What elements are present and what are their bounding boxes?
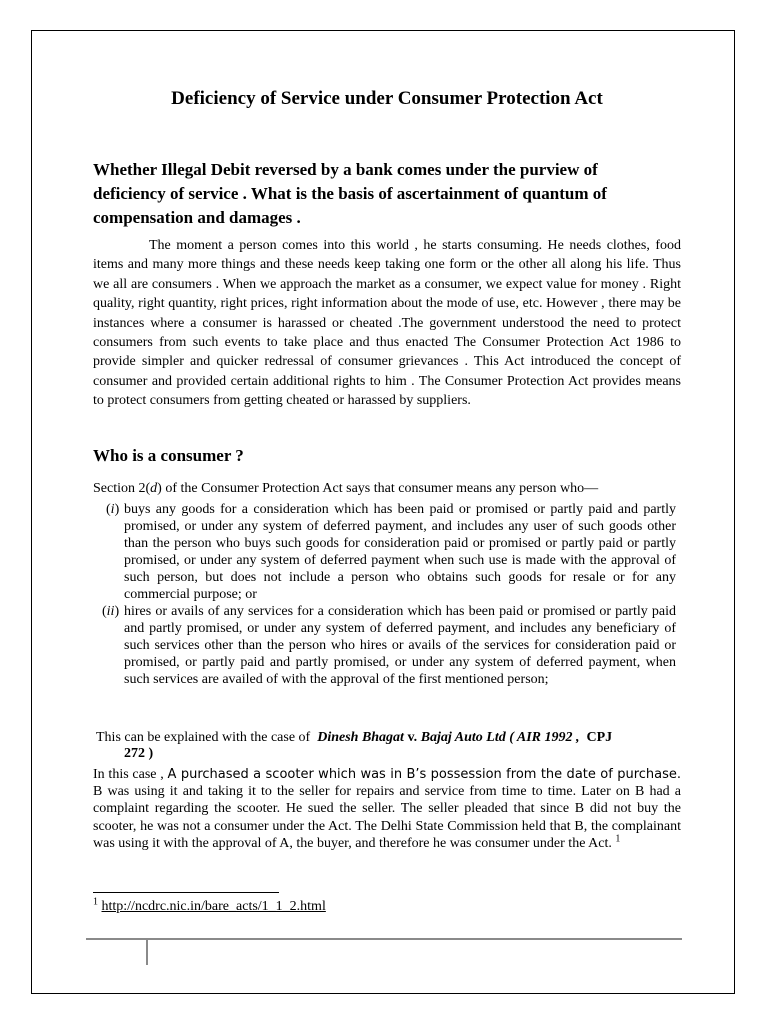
case-body [93,766,681,852]
case-number: 272 ) [124,746,154,761]
case-intro-text: This can be explained with the case of [96,730,311,745]
footnote-reference[interactable]: 1 [615,833,621,845]
section-intro-before: Section 2( [93,481,151,496]
consumer-subheading: Who is a consumer ? [93,446,244,465]
definition-text-ii: hires or avails of any services for a consideration which has been paid or promised or partly paid and partly promised, or under any system of deferred payment, and includes any beneficiary of such services other than the person who hires or avails of the services for consideration paid or promised, or partly paid and partly promised, or under any system of deferred payment, when such services are availed of with the approval of the first mentioned person; [124,604,676,688]
definition-marker-ii: (ii) [102,604,120,619]
case-versus: v. [407,730,418,745]
case-cpj: CPJ [586,730,613,745]
document-title: Deficiency of Service under Consumer Protection Act [171,88,603,109]
case-party-2: Bajaj Auto Ltd ( AIR 1992 , [420,730,580,745]
footnote-link[interactable]: http://ncdrc.nic.in/bare_acts/1_1_2.html [101,899,326,914]
question-heading: Whether Illegal Debit reversed by a bank comes under the purview of deficiency of service . What is the basis of ascertainment of quantum of compensation and damages . [93,160,607,227]
footer-tick [146,938,148,965]
definition-text-i: buys any goods for a consideration which has been paid or promised or partly paid and partly promised, or under any system of deferred payment, and includes any user of such goods other than the person who buys such goods for consideration paid or promised or partly paid or partly promised, or under any system of deferred payment when such use is made with the approval of such person, but does not include a person who obtains such goods for resale or for any commercial purpose; or [124,502,676,603]
section-intro [93,480,598,498]
intro-text: The moment a person comes into this world , he starts consuming. He needs clothes, food items and many more things and these needs keep taking one form or the other all along his life. Thus we all are consumers . When we approach the market as a consumer, we expect value for money . Right quality, right quantity, right prices, right information about the mode of use, etc. However , there may be instances where a consumer is harassed or cheated .The government understood the need to protect consumers from such events to take place and thus enacted The Consumer Protection Act 1986 to provide simpler and quicker redressal of consumer grievances . This Act introduced the concept of consumer and provided certain additional rights to him . The Consumer Protection Act provides means to protect consumers from getting cheated or harassed by suppliers. [93,238,681,409]
definition-marker-i: (i) [106,502,120,517]
definition-item-ii [102,603,676,688]
intro-paragraph [93,236,681,411]
footnote-separator [93,892,279,893]
case-citation [96,729,680,747]
footer-rule [86,938,682,940]
case-party-1: Dinesh Bhagat [317,730,404,745]
definition-item-i [106,501,676,604]
case-body-rest: B was using it and taking it to the seller for repairs and service from time to time. Later on B had a complaint regarding the scooter. He sued the seller. The seller pleaded that since B did not buy the scooter, he was not a consumer under the Act. The Delhi State Commission held that B, the complainant was using it with the approval of A, the buyer, and therefore he was consumer under the Act. [93,784,681,851]
case-body-alt-font: A purchased a scooter which was in B’s possession from the date of purchase. [167,767,682,782]
footnote-number: 1 [93,896,98,908]
section-intro-letter: d [150,481,158,496]
footnote [93,896,326,915]
case-body-start: In this case , [93,767,164,782]
section-intro-after: ) of the Consumer Protection Act says that consumer means any person who— [157,481,599,496]
